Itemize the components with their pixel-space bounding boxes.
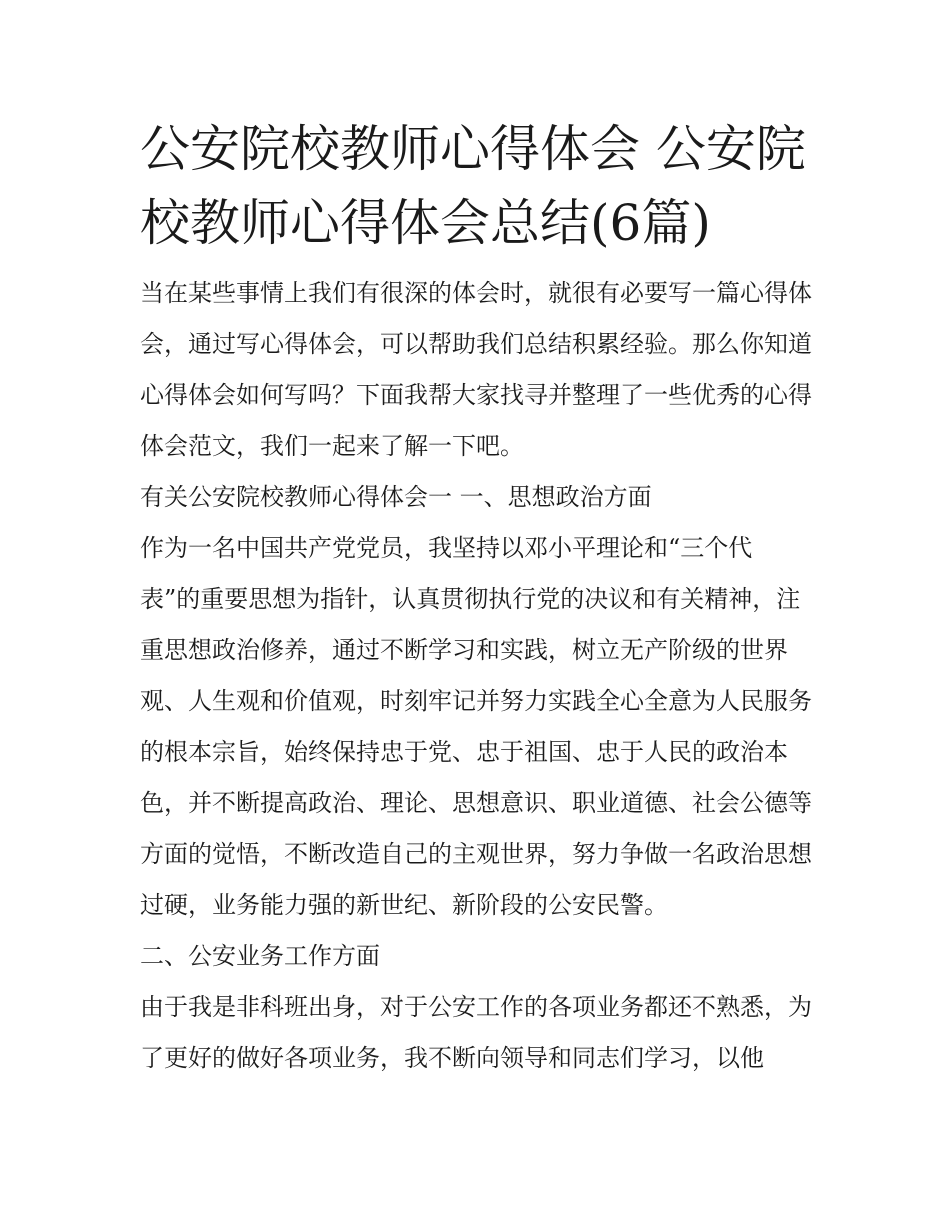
section-2-heading: 二、公安业务工作方面 xyxy=(140,942,380,970)
section-2-body: 由于我是非科班出身，对于公安工作的各项业务都还不熟悉，为了更好的做好各项业务，我不断向领导和同志们学习，以他 xyxy=(140,993,812,1072)
section-1-heading: 有关公安院校教师心得体会一 一、思想政治方面 xyxy=(140,483,652,511)
document-page xyxy=(140,112,812,1084)
document-title: 公安院校教师心得体会 公安院校教师心得体会总结(6篇) xyxy=(140,120,806,252)
section-1-body: 作为一名中国共产党党员，我坚持以邓小平理论和“三个代表”的重要思想为指针，认真贯彻执行党的决议和有关精神，注重思想政治修养，通过不断学习和实践，树立无产阶级的世界观、人生观和价值观，时刻牢记并努力实践全心全意为人民服务的根本宗旨，始终保持忠于党、忠于祖国、忠于人民的政治本色，并不断提高政治、理论、思想意识、职业道德、社会公德等方面的觉悟，不断改造自己的主观世界，努力争做一名政治思想过硬，业务能力强的新世纪、新阶段的公安民警。 xyxy=(140,534,812,919)
intro-paragraph: 当在某些事情上我们有很深的体会时，就很有必要写一篇心得体会，通过写心得体会，可以帮助我们总结积累经验。那么你知道心得体会如何写吗？下面我帮大家找寻并整理了一些优秀的心得体会范文，我们一起来了解一下吧。 xyxy=(140,279,812,460)
